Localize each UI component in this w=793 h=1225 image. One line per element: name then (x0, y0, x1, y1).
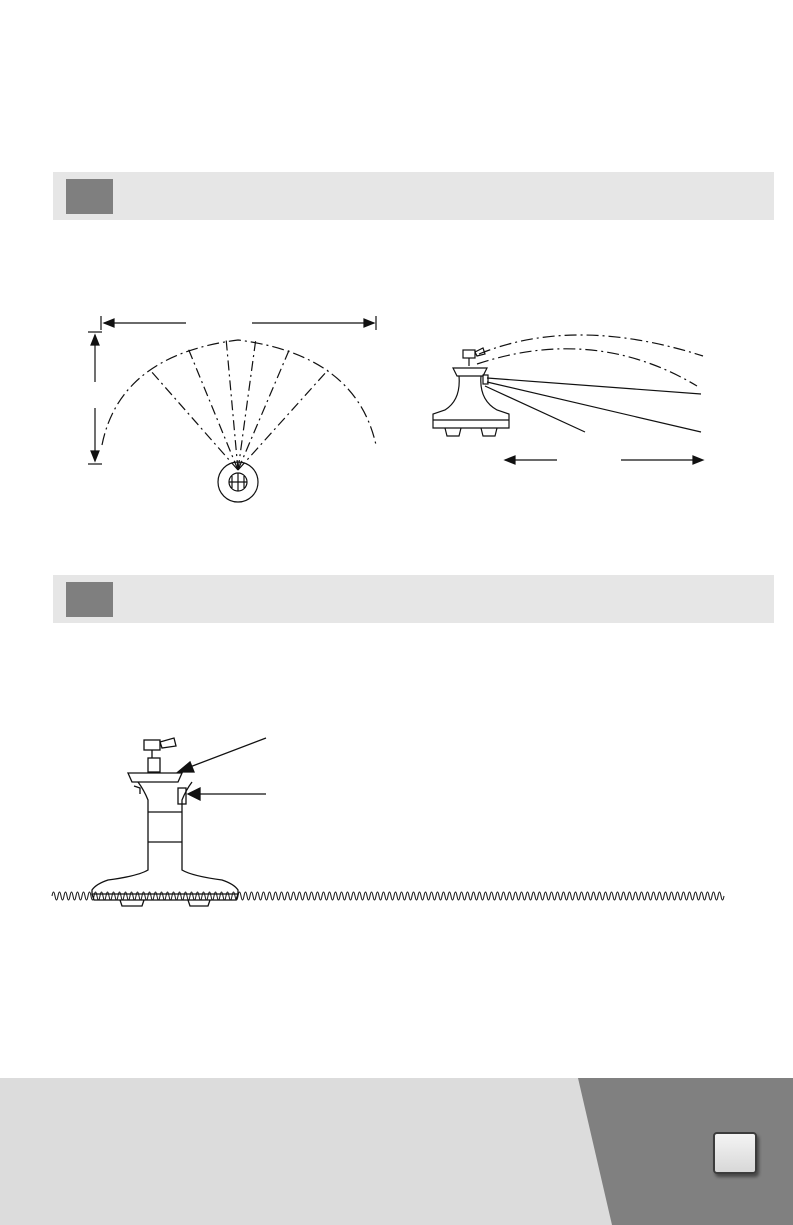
page-number-box (713, 1132, 757, 1174)
section-number-badge (66, 179, 113, 214)
page-footer (0, 1078, 793, 1225)
footer-tab-shape (0, 1078, 793, 1225)
spray-pattern-diagram-icon (80, 310, 390, 510)
section-header-1 (53, 172, 774, 220)
spray-distance-diagram-icon (425, 320, 715, 470)
section-header-2 (53, 575, 774, 623)
sprinkler-on-grass-diagram-icon (48, 730, 738, 910)
section-number-badge (66, 582, 113, 617)
